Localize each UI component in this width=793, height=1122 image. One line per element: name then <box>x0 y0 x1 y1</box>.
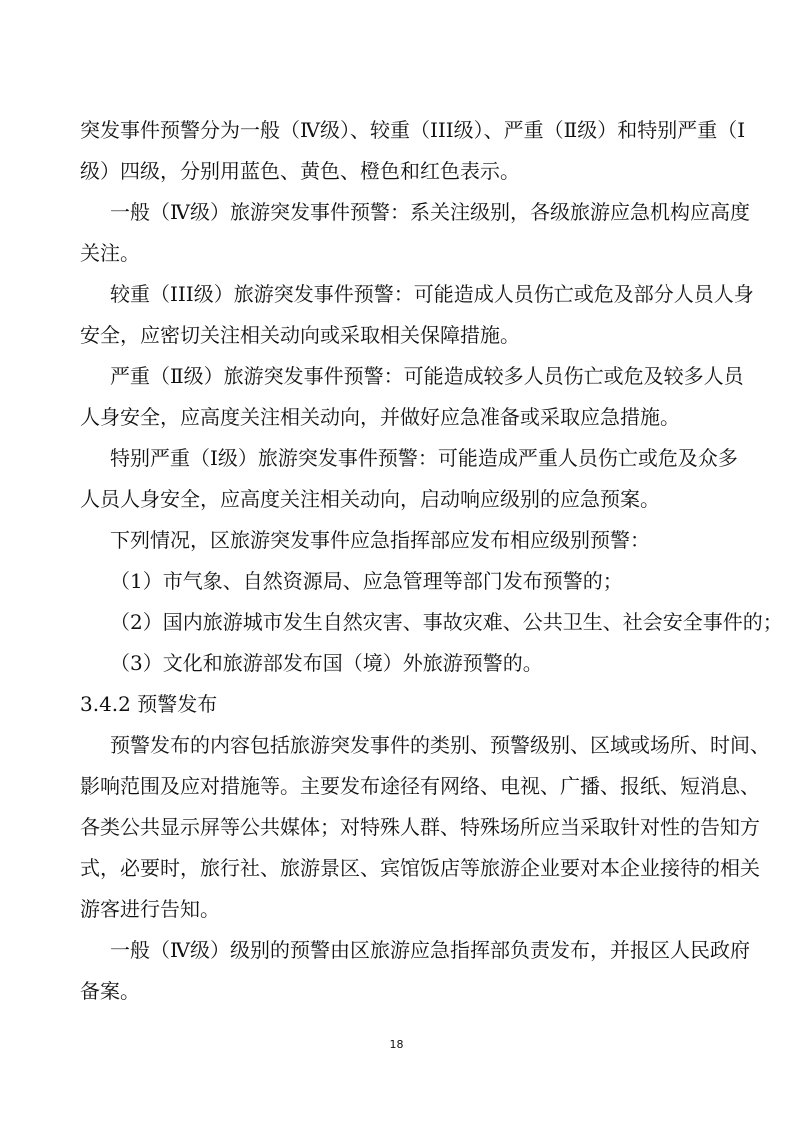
text-line: （1）市气象、自然资源局、应急管理等部门发布预警的； <box>110 569 623 593</box>
text-line: 备案。 <box>80 979 140 1003</box>
text-line: 各类公共显示屏等公共媒体；对特殊人群、特殊场所应当采取针对性的告知方 <box>80 815 760 839</box>
text-line: 较重（III级）旅游突发事件预警：可能造成人员伤亡或危及部分人员人身 <box>110 282 754 306</box>
section-heading: 3.4.2 预警发布 <box>80 692 218 716</box>
text-line: 突发事件预警分为一般（Ⅳ级）、较重（III级）、严重（Ⅱ级）和特别严重（Ⅰ <box>80 118 746 142</box>
text-line: 式，必要时，旅行社、旅游景区、宾馆饭店等旅游企业要对本企业接待的相关 <box>80 856 760 880</box>
text-line: 级）四级，分别用蓝色、黄色、橙色和红色表示。 <box>80 159 520 183</box>
text-line: （3）文化和旅游部发布国（境）外旅游预警的。 <box>110 651 543 675</box>
page-number: 18 <box>389 1038 404 1051</box>
text-line: 人员人身安全，应高度关注相关动向，启动响应级别的应急预案。 <box>80 487 660 511</box>
text-line: 影响范围及应对措施等。主要发布途径有网络、电视、广播、报纸、短消息、 <box>80 774 760 798</box>
text-line: 严重（Ⅱ级）旅游突发事件预警：可能造成较多人员伤亡或危及较多人员 <box>110 364 744 388</box>
text-line: 一般（Ⅳ级）旅游突发事件预警：系关注级别，各级旅游应急机构应高度 <box>110 200 750 224</box>
text-line: 安全，应密切关注相关动向或采取相关保障措施。 <box>80 323 520 347</box>
text-line: 预警发布的内容包括旅游突发事件的类别、预警级别、区域或场所、时间、 <box>110 733 770 757</box>
document-body <box>80 110 783 1012</box>
text-line: 特别严重（Ⅰ级）旅游突发事件预警：可能造成严重人员伤亡或危及众多 <box>110 446 738 470</box>
text-line: 一般（Ⅳ级）级别的预警由区旅游应急指挥部负责发布，并报区人民政府 <box>110 938 750 962</box>
text-line: 游客进行告知。 <box>80 897 220 921</box>
text-line: 人身安全，应高度关注相关动向，并做好应急准备或采取应急措施。 <box>80 405 680 429</box>
text-line: 关注。 <box>80 241 140 265</box>
text-line: 下列情况，区旅游突发事件应急指挥部应发布相应级别预警： <box>110 528 650 552</box>
text-line: （2）国内旅游城市发生自然灾害、事故灾难、公共卫生、社会安全事件的； <box>110 610 783 634</box>
